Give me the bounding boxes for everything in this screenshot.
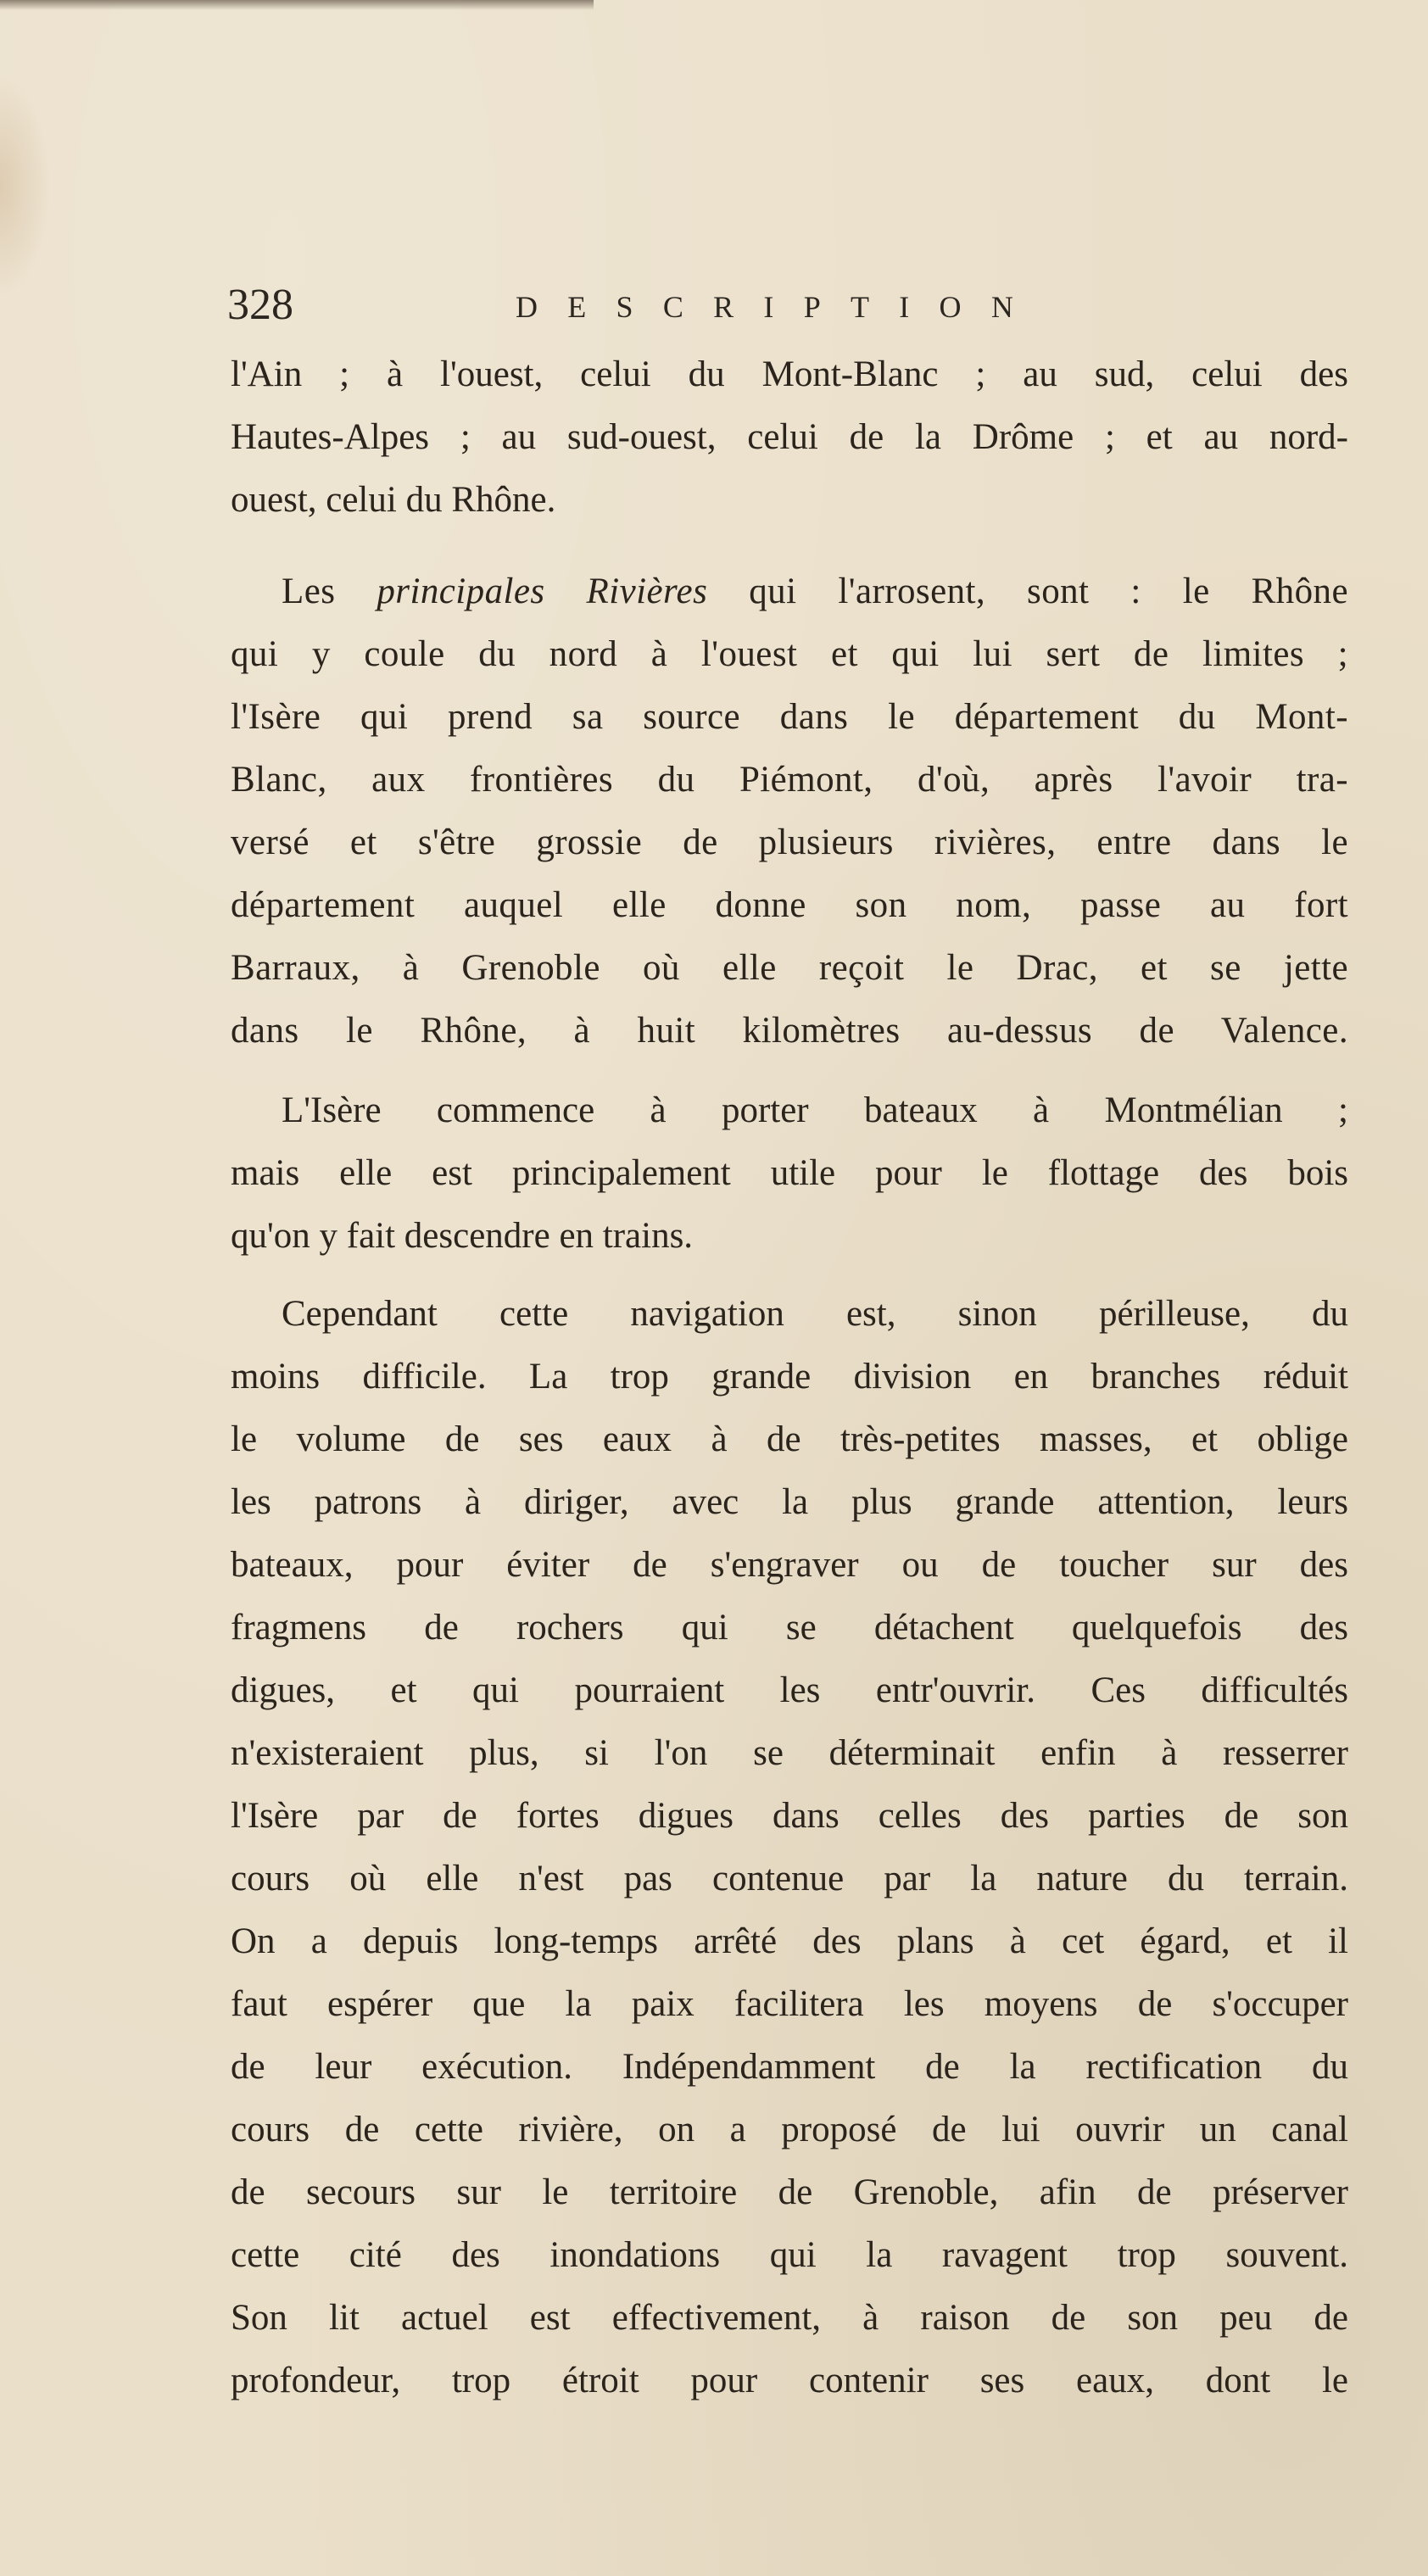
text-line: Barraux, à Grenoble où elle reçoit le Drac, et se jette: [231, 948, 1348, 988]
text-line: cours où elle n'est pas contenue par la nature du terrain.: [231, 1859, 1348, 1899]
page-top-shadow: [0, 0, 594, 10]
text-line: versé et s'être grossie de plusieurs rivières, entre dans le: [231, 822, 1348, 862]
text-line: de secours sur le territoire de Grenoble, afin de préserver: [231, 2172, 1348, 2212]
text-line: Blanc, aux frontières du Piémont, d'où, après l'avoir tra-: [231, 760, 1348, 800]
text-line: profondeur, trop étroit pour contenir ses eaux, dont le: [231, 2361, 1348, 2400]
paragraph-2: [231, 560, 1348, 1062]
paragraph-4: [231, 1283, 1348, 2412]
text-line: de leur exécution. Indépendamment de la rectification du: [231, 2047, 1348, 2087]
body-text: [231, 343, 1348, 2412]
paragraph-1: [231, 343, 1348, 532]
text-line: ouest, celui du Rhône.: [231, 480, 556, 520]
running-title: DESCRIPTION: [516, 290, 1044, 324]
text-line: moins difficile. La trop grande division en branches réduit: [231, 1357, 1348, 1397]
text-line: [231, 560, 1348, 623]
text-line: cette cité des inondations qui la ravagent trop souvent.: [231, 2235, 1348, 2275]
text-line: l'Isère qui prend sa source dans le département du Mont-: [231, 697, 1348, 737]
text-line: l'Ain ; à l'ouest, celui du Mont-Blanc ; au sud, celui des: [231, 354, 1348, 394]
text-run: Les: [282, 572, 377, 611]
page-header: [227, 280, 1414, 339]
paragraph-3: [231, 1079, 1348, 1268]
italic-phrase: principales Rivières: [377, 572, 708, 611]
text-line: Hautes-Alpes ; au sud-ouest, celui de la Drôme ; et au nord-: [231, 417, 1348, 457]
text-line: qu'on y fait descendre en trains.: [231, 1216, 694, 1256]
page-number: 328: [227, 281, 293, 329]
text-line: L'Isère commence à porter bateaux à Montmélian ;: [282, 1090, 1348, 1130]
text-line: les patrons à diriger, avec la plus grande attention, leurs: [231, 1482, 1348, 1522]
text-run: qui l'arrosent, sont : le Rhône: [707, 572, 1348, 611]
text-line: qui y coule du nord à l'ouest et qui lui sert de limites ;: [231, 634, 1348, 674]
text-line: faut espérer que la paix facilitera les moyens de s'occuper: [231, 1984, 1348, 2024]
paper-stain: [0, 76, 51, 297]
text-line: On a depuis long-temps arrêté des plans à cet égard, et il: [231, 1921, 1348, 1961]
text-line: Son lit actuel est effectivement, à raison de son peu de: [231, 2298, 1348, 2338]
text-line: digues, et qui pourraient les entr'ouvrir. Ces difficultés: [231, 1670, 1348, 1710]
text-line: département auquel elle donne son nom, passe au fort: [231, 885, 1348, 925]
text-line: bateaux, pour éviter de s'engraver ou de toucher sur des: [231, 1545, 1348, 1585]
text-line: l'Isère par de fortes digues dans celles des parties de son: [231, 1796, 1348, 1836]
text-line: n'existeraient plus, si l'on se déterminait enfin à resserrer: [231, 1733, 1348, 1773]
text-line: fragmens de rochers qui se détachent quelquefois des: [231, 1608, 1348, 1648]
text-line: dans le Rhône, à huit kilomètres au-dessus de Valence.: [231, 1011, 1348, 1051]
text-line: Cependant cette navigation est, sinon périlleuse, du: [282, 1294, 1348, 1334]
text-line: mais elle est principalement utile pour le flottage des bois: [231, 1153, 1348, 1193]
text-line: cours de cette rivière, on a proposé de lui ouvrir un canal: [231, 2110, 1348, 2149]
text-line: le volume de ses eaux à de très-petites masses, et oblige: [231, 1419, 1348, 1459]
